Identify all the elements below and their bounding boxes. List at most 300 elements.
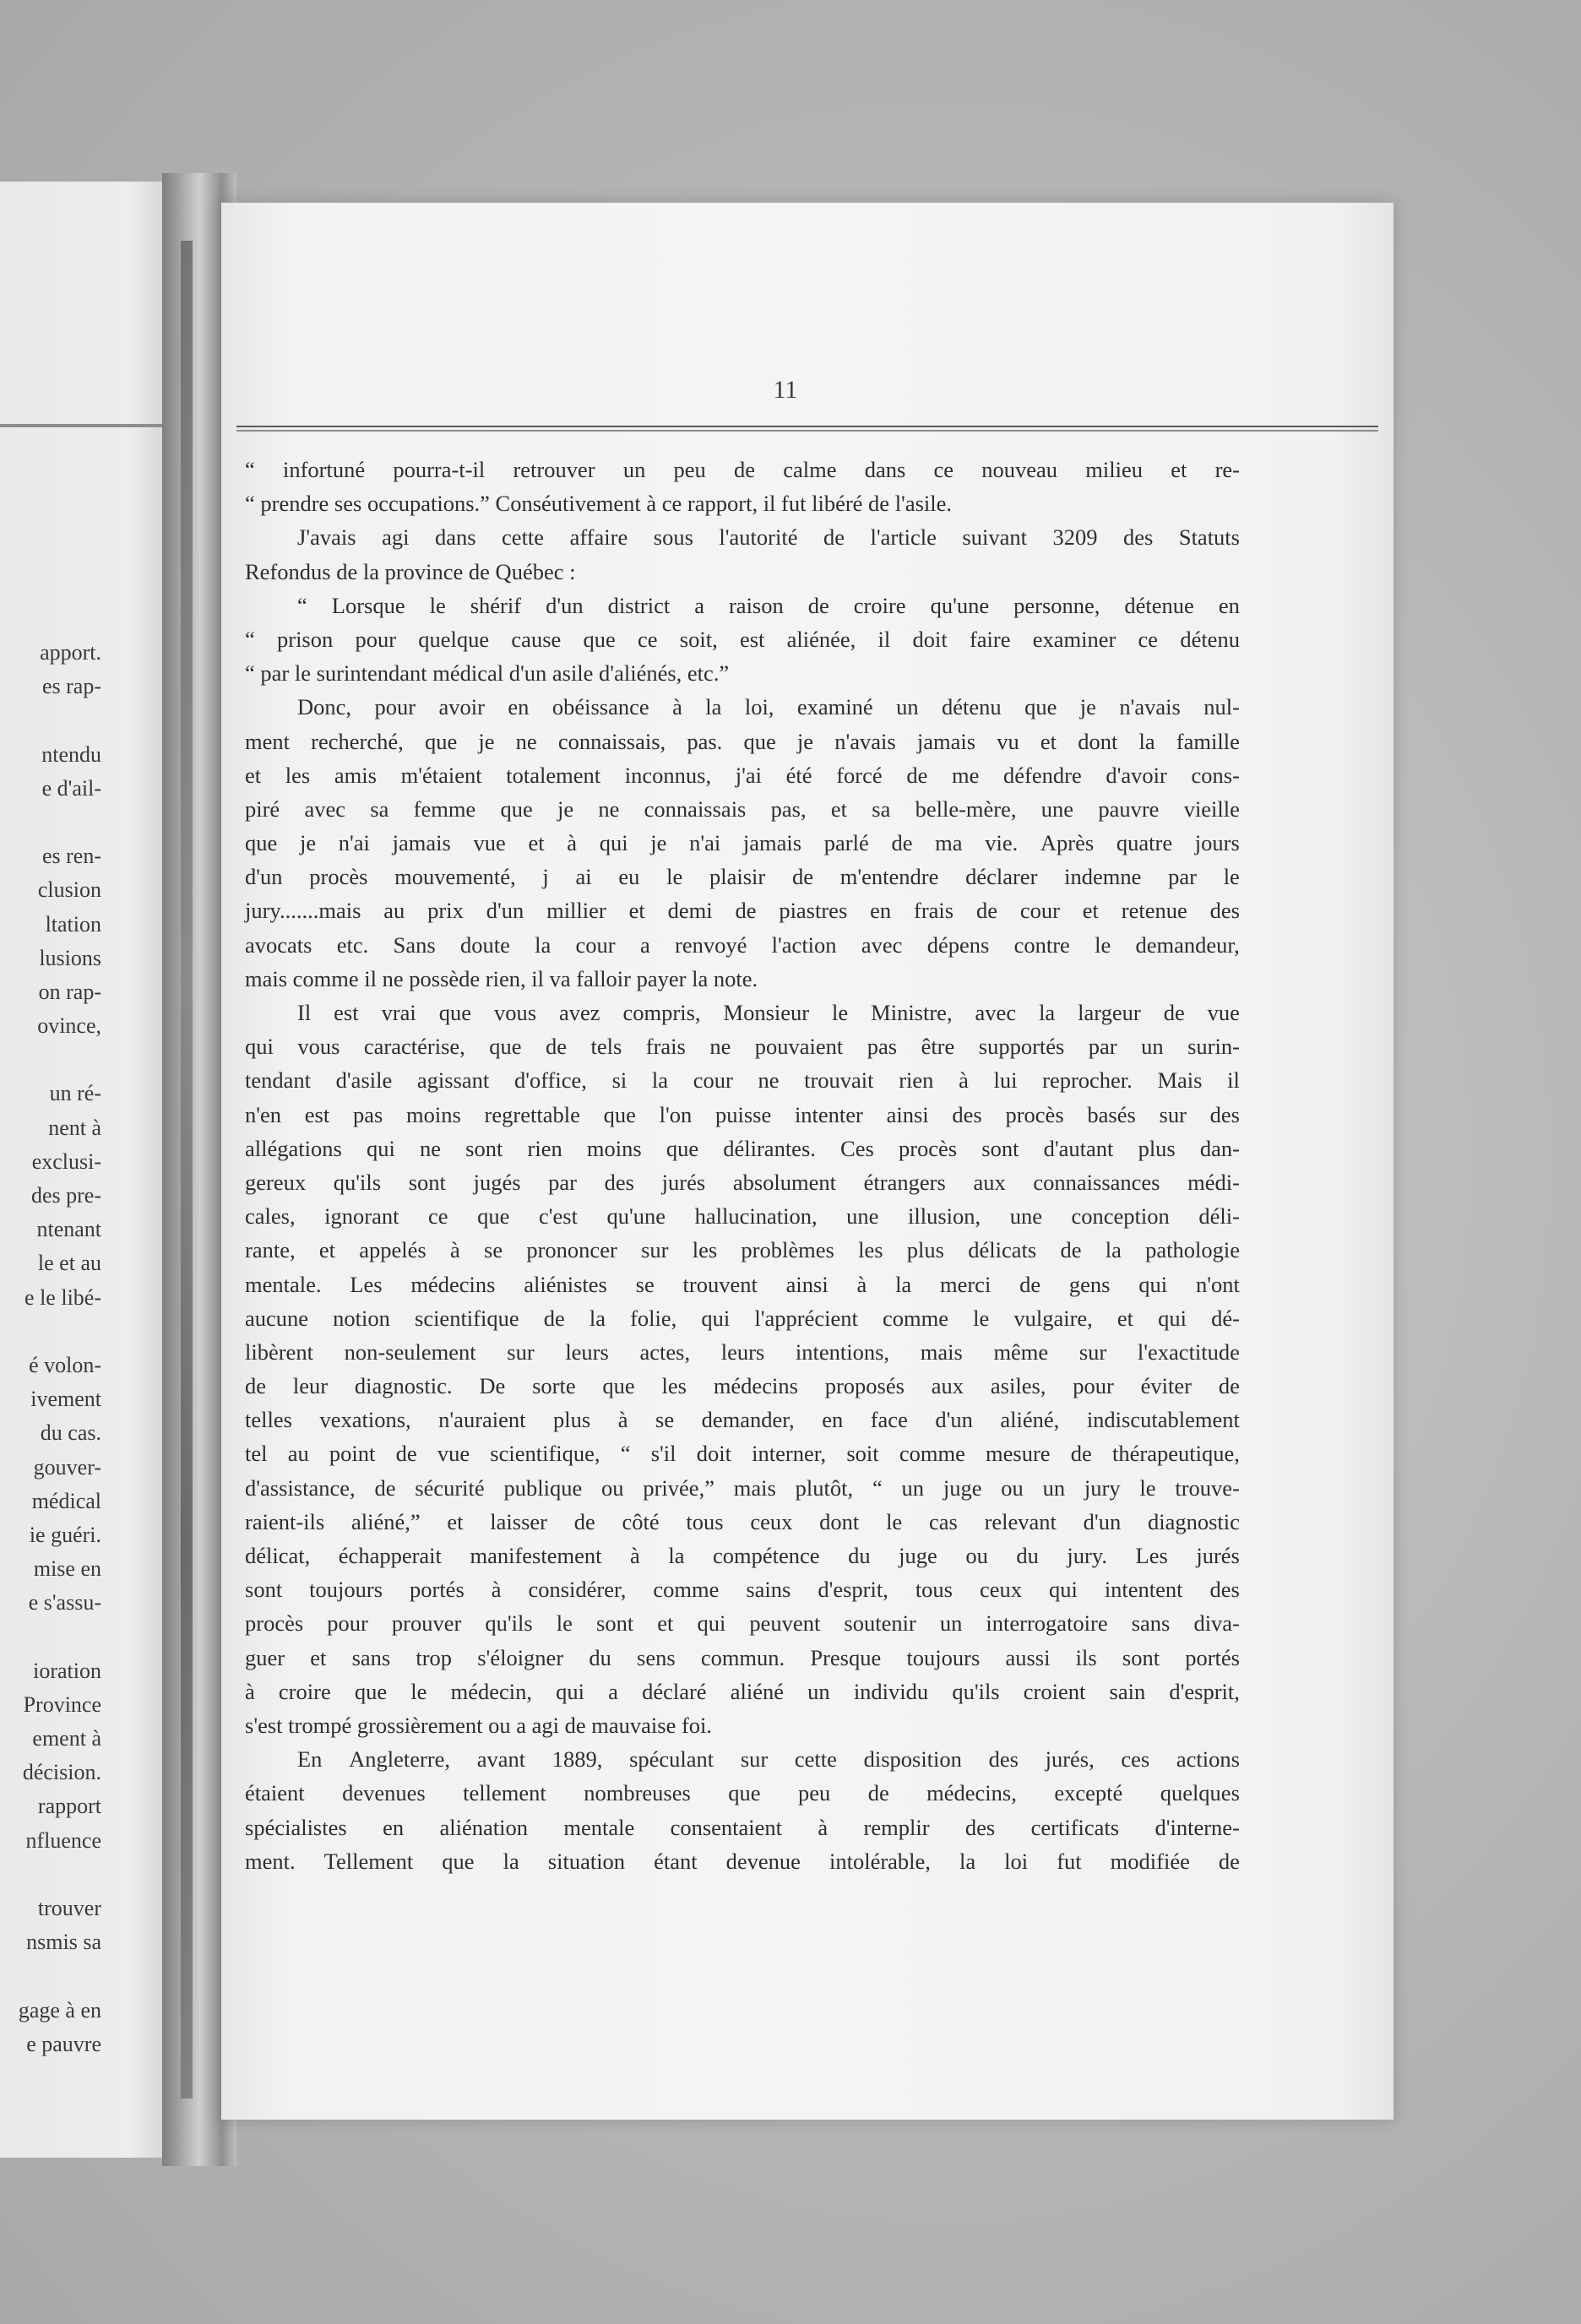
text-line — [245, 1539, 1240, 1572]
word: par — [1168, 864, 1197, 890]
word: un — [901, 1474, 925, 1501]
text-line — [245, 1742, 1240, 1776]
word: au — [383, 898, 405, 924]
left-page-line: gouver- — [33, 1454, 101, 1480]
word: aucune — [245, 1305, 309, 1331]
left-page-line: le et au — [37, 1251, 101, 1276]
word: se — [484, 1237, 503, 1263]
word: sur — [641, 1237, 669, 1263]
word: l'action — [771, 931, 837, 958]
left-page-line: ioration — [33, 1658, 101, 1683]
word: que — [438, 1000, 471, 1025]
word: que — [728, 1780, 761, 1806]
right-page — [221, 203, 1394, 2120]
word: n'avais — [834, 728, 896, 754]
word: retrouver — [513, 457, 595, 482]
word: de — [735, 898, 757, 924]
word: détenue — [1124, 592, 1194, 618]
word: Les — [1135, 1543, 1168, 1568]
word: le — [1223, 864, 1240, 890]
word: diva- — [1193, 1610, 1240, 1637]
word: tendant — [245, 1067, 311, 1094]
word: ne — [709, 1034, 731, 1060]
word: peu — [797, 1780, 831, 1806]
left-page-line: e le libé- — [24, 1284, 101, 1310]
word: médecins, — [926, 1780, 1017, 1806]
word: d'assistance, — [245, 1474, 356, 1501]
word: renvoyé — [675, 931, 747, 958]
word: aliénistes — [524, 1271, 607, 1297]
text-line — [245, 792, 1240, 826]
left-page-line: gage à en — [18, 1997, 101, 2023]
left-page-text — [0, 636, 162, 2061]
word: de — [906, 762, 928, 788]
word: shérif — [470, 592, 522, 618]
left-page-line: décision. — [22, 1760, 101, 1785]
word: me — [951, 762, 980, 788]
word: pour — [327, 1610, 368, 1637]
word: compétence — [713, 1543, 820, 1568]
left-page-line: exclusi- — [31, 1148, 101, 1174]
word: n'auraient — [438, 1407, 526, 1433]
word: intentions, — [795, 1338, 890, 1365]
word: raison — [728, 592, 784, 618]
word: sans — [1131, 1610, 1171, 1637]
text-line — [245, 1063, 1240, 1097]
word: qui — [556, 1678, 584, 1704]
word: une — [846, 1203, 879, 1230]
word: modifiée — [1110, 1848, 1190, 1874]
word: vrai — [381, 1000, 416, 1025]
word: scientifique, — [490, 1441, 600, 1467]
word: doit — [912, 626, 948, 652]
word: la — [959, 1848, 976, 1874]
text-line — [245, 996, 1240, 1029]
word: par — [548, 1169, 578, 1195]
word: “ — [620, 1441, 631, 1467]
word: médi- — [1187, 1169, 1240, 1195]
word: Donc, — [297, 694, 352, 720]
word: de — [1060, 1237, 1082, 1263]
word: point — [329, 1441, 376, 1467]
word: leurs — [720, 1338, 765, 1365]
word: le — [410, 1678, 427, 1704]
word: gereux — [245, 1169, 307, 1195]
word: procès — [898, 1135, 958, 1161]
word: qui — [701, 1305, 731, 1331]
word: de — [823, 524, 845, 551]
word: je — [650, 830, 667, 856]
text-line — [245, 1572, 1240, 1606]
word: connaissais — [644, 795, 747, 822]
word: a — [608, 1678, 618, 1704]
word: retenue — [1121, 898, 1187, 924]
word: compris, — [622, 1000, 701, 1025]
word: spécialistes — [245, 1814, 347, 1840]
text-line — [245, 520, 1240, 554]
word: intolérable, — [829, 1848, 931, 1874]
word: juge — [899, 1543, 937, 1568]
word: pour — [355, 626, 397, 652]
word: vexations, — [319, 1407, 411, 1433]
word: ai — [575, 864, 592, 890]
word: indemne — [1064, 864, 1142, 890]
left-page-line: des pre- — [30, 1183, 101, 1208]
word: la — [589, 1305, 606, 1331]
word: Lorsque — [331, 592, 405, 618]
text-line: s'est trompé grossièrement ou a agi de mauvaise foi. — [245, 1712, 713, 1738]
word: mesure — [986, 1441, 1051, 1467]
word: agissant — [416, 1067, 490, 1094]
word: infortuné — [282, 457, 366, 482]
word: allégations — [245, 1135, 342, 1161]
word: détenu — [1180, 626, 1240, 652]
word: vous — [297, 1034, 340, 1060]
text-line: Refondus de la province de Québec : — [245, 558, 576, 584]
word: juge — [943, 1474, 982, 1501]
word: district — [607, 592, 671, 618]
word: du — [1016, 1543, 1039, 1568]
word: que — [666, 1135, 699, 1161]
word: du — [589, 1644, 611, 1670]
word: face — [870, 1407, 908, 1433]
word: ces — [1121, 1746, 1150, 1773]
text-line — [245, 1233, 1240, 1267]
text-line — [245, 1369, 1240, 1403]
text-line: mais comme il ne possède rien, il va falloir payer la note. — [245, 965, 758, 991]
left-page-line — [0, 806, 101, 839]
word: relevant — [984, 1508, 1057, 1534]
word: agi — [382, 524, 410, 551]
text-line — [245, 1505, 1240, 1539]
word: que — [603, 1101, 636, 1127]
word: conception — [1071, 1203, 1170, 1230]
word: étant — [654, 1848, 698, 1874]
word: comme — [899, 1441, 965, 1467]
word: d'esprit, — [818, 1577, 888, 1603]
word: n'ai — [338, 830, 370, 856]
word: de — [975, 898, 997, 924]
word: ainsi — [886, 1101, 929, 1127]
word: piré — [245, 795, 280, 822]
word: aussi — [1005, 1644, 1051, 1670]
word: plus — [553, 1407, 591, 1433]
word: vous — [493, 1000, 537, 1025]
word: portés — [1185, 1644, 1240, 1670]
word: si — [611, 1067, 628, 1094]
word: cons- — [1191, 762, 1240, 788]
word: non-seulement — [344, 1338, 476, 1365]
word: d'un — [1083, 1508, 1122, 1534]
word: Les — [350, 1271, 383, 1297]
word: laisser — [490, 1508, 547, 1534]
word: qu'ils — [952, 1678, 1000, 1704]
word: l'on — [659, 1101, 693, 1127]
word: guer — [245, 1644, 285, 1670]
word: caractérise, — [363, 1034, 465, 1060]
word: déli- — [1198, 1203, 1240, 1230]
word: s'il — [650, 1441, 676, 1467]
word: cour — [693, 1067, 733, 1094]
word: un — [622, 457, 646, 482]
word: faire — [969, 626, 1011, 652]
word: soit, — [679, 626, 718, 652]
word: tel — [245, 1441, 268, 1467]
word: n'en — [245, 1101, 282, 1127]
text-line — [245, 1844, 1240, 1878]
left-page-line: nsmis sa — [26, 1930, 101, 1955]
word: quatre — [1116, 830, 1173, 856]
word: cas — [928, 1508, 958, 1534]
word: pas — [352, 1101, 383, 1127]
word: vieille — [1183, 795, 1240, 822]
word: ou — [965, 1543, 988, 1568]
word: que — [245, 830, 278, 856]
word: obéissance — [551, 694, 649, 720]
word: déclarer — [965, 864, 1038, 890]
word: ce — [1138, 626, 1159, 652]
word: ne — [420, 1135, 442, 1161]
word: ignorant — [324, 1203, 399, 1230]
word: de — [734, 457, 756, 482]
word: fut — [1057, 1848, 1082, 1874]
word: la — [651, 1067, 669, 1094]
word: et — [628, 898, 645, 924]
word: libèrent — [245, 1338, 313, 1365]
word: illusion, — [907, 1203, 981, 1230]
text-line — [245, 453, 1240, 486]
word: et — [310, 1644, 327, 1670]
word: d'esprit, — [1169, 1678, 1240, 1704]
word: calme — [783, 457, 837, 482]
word: dépens — [926, 931, 990, 958]
word: suivant — [962, 524, 1027, 551]
word: manifestement — [470, 1543, 602, 1568]
word: c'est — [538, 1203, 578, 1230]
text-line — [245, 860, 1240, 893]
word: interner, — [752, 1441, 827, 1467]
word: avec — [304, 795, 346, 822]
word: vulgaire, — [1013, 1305, 1093, 1331]
word: des — [1209, 898, 1240, 924]
word: Monsieur — [723, 1000, 810, 1025]
word: connaissais, — [557, 728, 666, 754]
word: à — [617, 1407, 628, 1433]
word: lui — [993, 1067, 1018, 1094]
word: procès — [309, 864, 368, 890]
word: plus — [1138, 1135, 1176, 1161]
word: que — [424, 728, 458, 754]
word: frais — [645, 1034, 686, 1060]
word: Tellement — [323, 1848, 414, 1874]
word: thérapeutique, — [1112, 1441, 1240, 1467]
word: n'ai — [689, 830, 721, 856]
word: la — [895, 1271, 912, 1297]
word: connaissances — [1033, 1169, 1160, 1195]
word: Ministre, — [871, 1000, 953, 1025]
word: tous — [686, 1508, 724, 1534]
text-line — [245, 1199, 1240, 1233]
word: un — [939, 1610, 963, 1637]
word: toujours — [309, 1577, 383, 1603]
word: aliéné, — [1000, 1407, 1060, 1433]
word: pas, — [770, 795, 807, 822]
text-line — [245, 1098, 1240, 1132]
word: peuvent — [749, 1610, 821, 1637]
word: et — [245, 762, 262, 788]
word: actes, — [639, 1338, 691, 1365]
word: soutenir — [844, 1610, 916, 1637]
word: doute — [459, 931, 510, 958]
word: la — [1039, 1000, 1056, 1025]
word: sont — [245, 1577, 283, 1603]
word: une — [1009, 1203, 1042, 1230]
word: quelques — [1160, 1780, 1240, 1806]
word: portés — [410, 1577, 465, 1603]
word: tellement — [463, 1780, 546, 1806]
word: m'entendre — [839, 864, 939, 890]
word: je — [796, 728, 814, 754]
word: j'ai — [735, 762, 763, 788]
word: jamais — [392, 830, 451, 856]
word: la — [503, 1848, 519, 1874]
word: rien — [527, 1135, 562, 1161]
word: raient-ils — [245, 1508, 325, 1534]
left-page-line: médical — [31, 1488, 101, 1513]
word: cour — [575, 931, 616, 958]
word: jurés, — [1045, 1746, 1095, 1773]
word: ne — [758, 1067, 780, 1094]
word: qui — [1158, 1305, 1187, 1331]
word: pour — [374, 694, 416, 720]
word: d'avoir — [1106, 762, 1167, 788]
left-page-line: ement à — [32, 1726, 101, 1751]
word: re- — [1214, 457, 1240, 482]
left-page-line: mise en — [33, 1556, 101, 1582]
left-page-line: on rap- — [38, 979, 101, 1004]
word: plaisir — [709, 864, 766, 890]
word: sont — [1122, 1644, 1160, 1670]
word: côté — [622, 1508, 660, 1534]
left-page-line — [0, 703, 101, 737]
word: “ — [297, 592, 307, 618]
word: en — [508, 694, 530, 720]
word: nul- — [1203, 694, 1240, 720]
word: est — [739, 626, 765, 652]
word: procès — [1005, 1101, 1064, 1127]
word: d'un — [546, 592, 584, 618]
page-number: 11 — [773, 376, 798, 404]
word: ainsi — [785, 1271, 829, 1297]
word: que — [477, 1203, 510, 1230]
word: procès — [245, 1610, 304, 1637]
word: défendre — [1003, 762, 1082, 788]
word: disposition — [863, 1746, 962, 1773]
word: ment — [245, 728, 290, 754]
word: à — [959, 1067, 969, 1094]
word: de — [1019, 1271, 1041, 1297]
word: merci — [939, 1271, 992, 1297]
left-page-line: ntenant — [36, 1217, 101, 1242]
word: de — [395, 1441, 417, 1467]
word: le — [1139, 1474, 1156, 1501]
text-line — [245, 1403, 1240, 1436]
word: en — [1218, 592, 1240, 618]
word: jamais — [742, 830, 802, 856]
word: les — [692, 1237, 718, 1263]
word: médecins — [713, 1373, 798, 1399]
word: la — [705, 694, 722, 720]
word: personne, — [1013, 592, 1100, 618]
word: croire — [853, 592, 906, 618]
word: n'ont — [1195, 1271, 1240, 1297]
left-page-line: ovince, — [37, 1013, 101, 1039]
word: loi, — [744, 694, 774, 720]
word: Presque — [810, 1644, 882, 1670]
word: en — [822, 1407, 844, 1433]
word: vue — [437, 1441, 470, 1467]
word: pas — [867, 1034, 898, 1060]
word: “ — [872, 1474, 883, 1501]
word: des — [952, 1101, 982, 1127]
word: au — [287, 1441, 309, 1467]
word: l'article — [870, 524, 937, 551]
word: même — [993, 1338, 1049, 1365]
word: qu'une — [606, 1203, 666, 1230]
word: indiscutablement — [1086, 1407, 1240, 1433]
word: vu — [997, 728, 1019, 754]
word: “ — [245, 626, 255, 652]
word: en — [870, 898, 892, 924]
word: de — [791, 864, 813, 890]
word: un — [1141, 1034, 1164, 1060]
word: délicat, — [245, 1543, 311, 1568]
word: regrettable — [484, 1101, 580, 1127]
word: délicats — [968, 1237, 1037, 1263]
word: vue — [1207, 1000, 1240, 1025]
word: et — [1116, 1305, 1134, 1331]
word: individu — [853, 1678, 929, 1704]
word: examiné — [796, 694, 873, 720]
left-page-line: rapport — [37, 1794, 101, 1819]
word: peu — [673, 457, 706, 482]
word: éviter — [1140, 1373, 1192, 1399]
word: ce — [638, 626, 658, 652]
word: cette — [794, 1746, 837, 1773]
word: le — [429, 592, 446, 618]
word: d'autant — [1043, 1135, 1114, 1161]
word: de — [1070, 1441, 1092, 1467]
word: de — [1163, 1000, 1185, 1025]
word: prononcer — [526, 1237, 617, 1263]
word: nombreuses — [584, 1780, 691, 1806]
word: sains — [746, 1577, 791, 1603]
word: sens — [637, 1644, 676, 1670]
left-page-line: trouver — [37, 1895, 101, 1920]
word: cales, — [245, 1203, 296, 1230]
left-page-line: nfluence — [25, 1827, 101, 1853]
word: frais — [914, 898, 954, 924]
word: se — [655, 1407, 675, 1433]
word: prouver — [391, 1610, 462, 1637]
word: n'avais — [1119, 694, 1181, 720]
word: avoir — [438, 694, 485, 720]
word: femme — [413, 795, 476, 822]
word: que — [489, 1034, 522, 1060]
word: consentaient — [670, 1814, 783, 1840]
word: considérer, — [528, 1577, 627, 1603]
word: sur — [507, 1338, 535, 1365]
